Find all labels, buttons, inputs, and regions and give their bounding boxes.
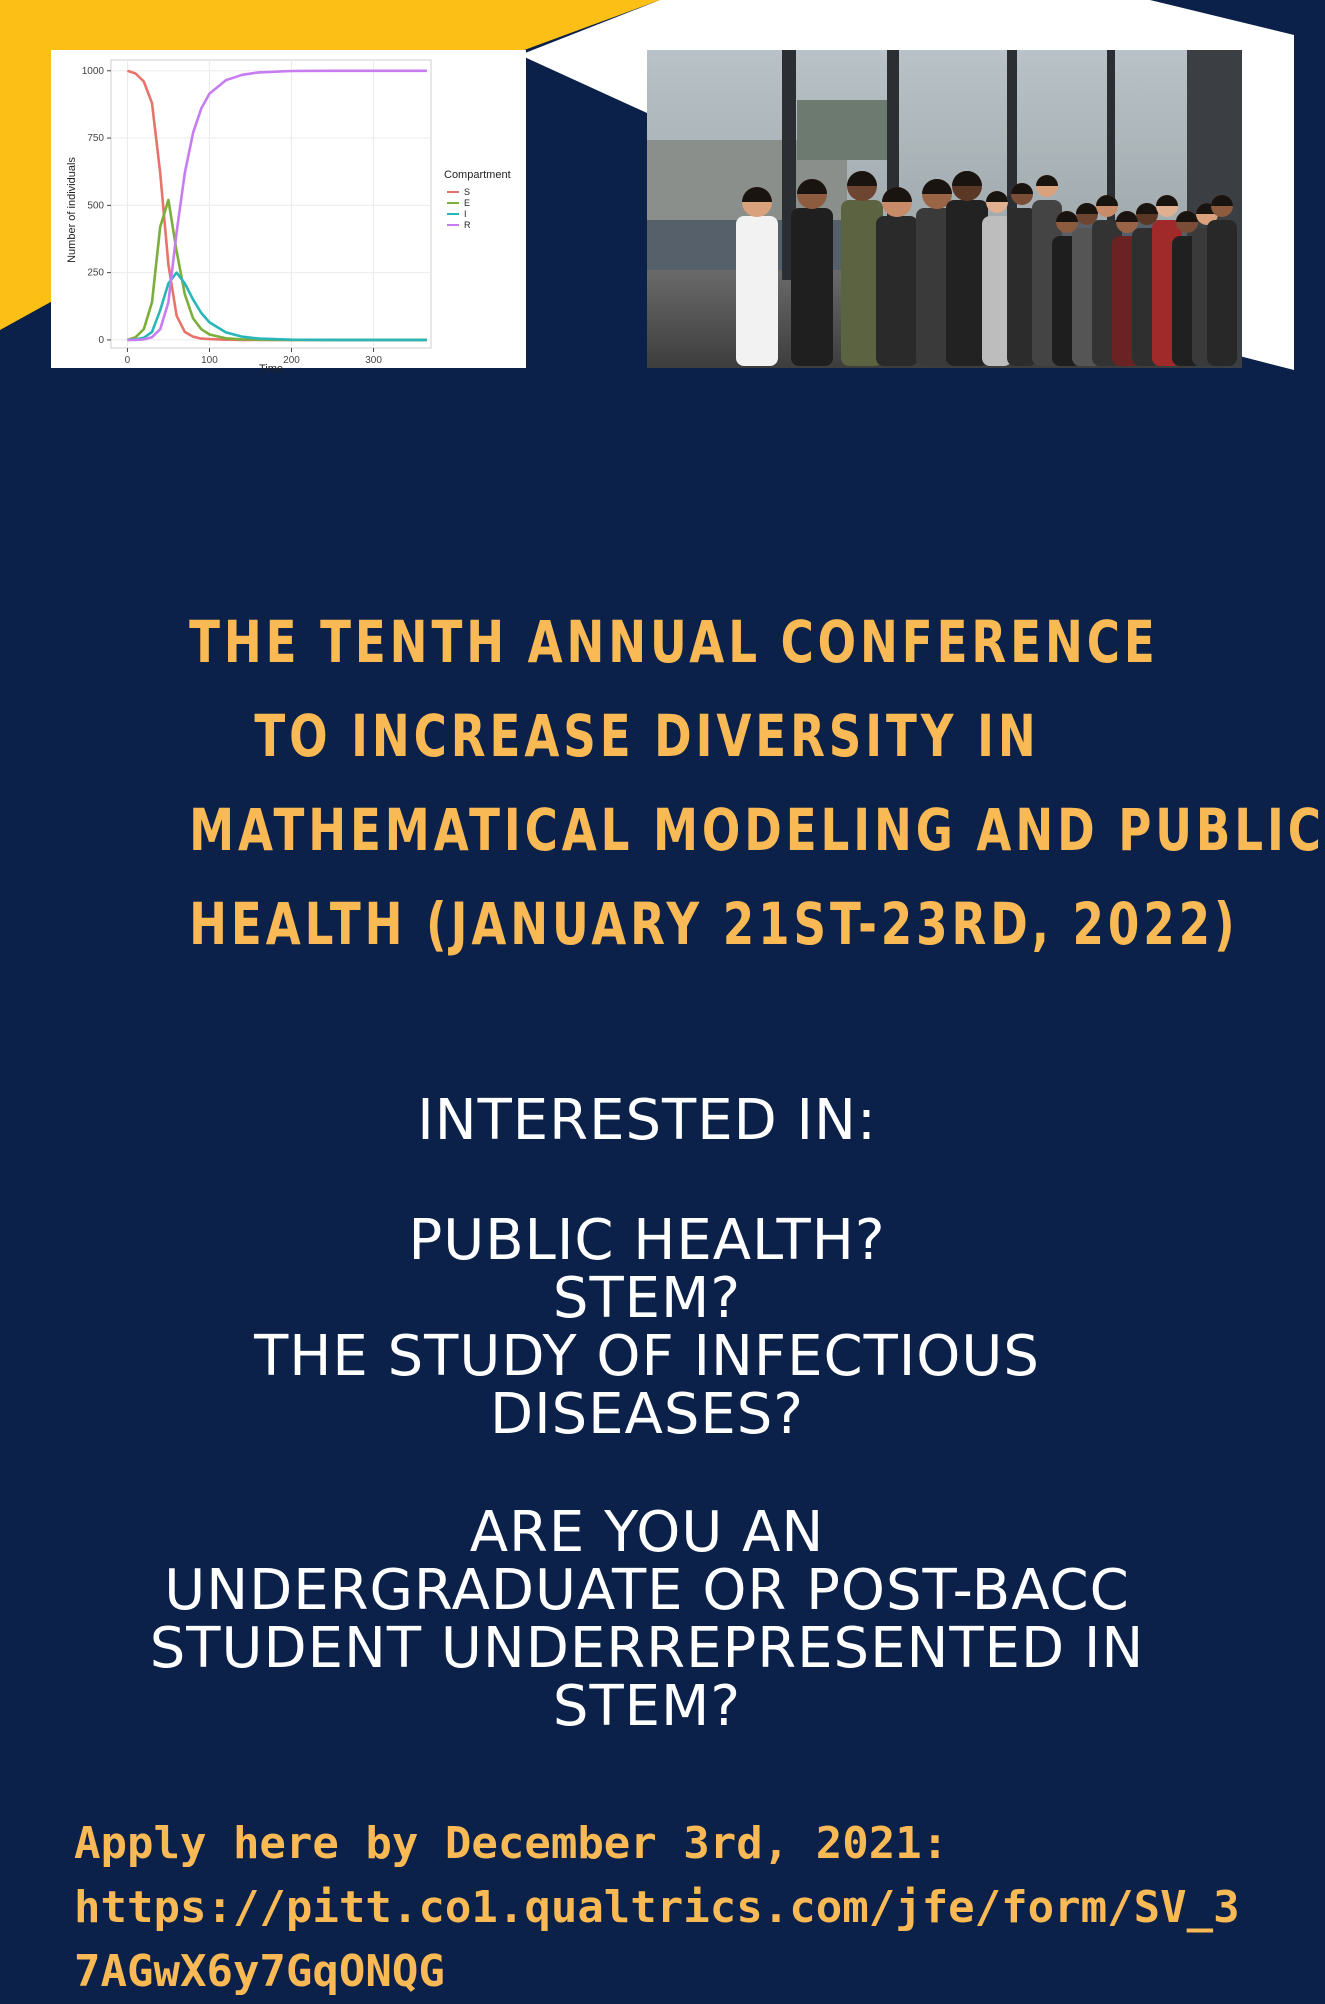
- topic-line: STEM?: [552, 1266, 742, 1331]
- legend-label-I: I: [464, 209, 467, 219]
- eligibility-question: [0, 1500, 1294, 1739]
- eligibility-line: ARE YOU AN: [469, 1500, 825, 1565]
- eligibility-line: STUDENT UNDERREPRESENTED IN: [149, 1616, 1145, 1681]
- x-tick-label: 200: [283, 355, 300, 366]
- y-tick-label: 250: [87, 267, 104, 279]
- eligibility-line: UNDERGRADUATE OR POST-BACC: [164, 1558, 1130, 1623]
- x-tick-label: 0: [124, 355, 131, 366]
- topic-line: DISEASES?: [489, 1382, 805, 1447]
- title-line: THE TENTH ANNUAL CONFERENCE: [189, 608, 1159, 676]
- title-line: HEALTH (JANUARY 21ST-23RD, 2022): [189, 890, 1239, 958]
- group-photo: [647, 50, 1242, 368]
- topic-line: THE STUDY OF INFECTIOUS: [254, 1324, 1040, 1389]
- y-axis-label: Number of individuals: [66, 157, 78, 263]
- seir-chart: [51, 50, 526, 375]
- eligibility-line: STEM?: [552, 1674, 742, 1739]
- group-photo-icon: [647, 50, 1242, 368]
- intro-text: INTERESTED IN:: [417, 1088, 877, 1153]
- title-line: TO INCREASE DIVERSITY IN: [254, 702, 1040, 770]
- legend-label-R: R: [464, 220, 471, 230]
- conference-title: [189, 595, 1325, 971]
- legend-label-S: S: [464, 187, 471, 197]
- interested-in-heading: [0, 1088, 1294, 1153]
- apply-deadline: Apply here by December 3rd, 2021:: [74, 1818, 949, 1869]
- topic-line: PUBLIC HEALTH?: [408, 1208, 886, 1273]
- y-tick-label: 750: [87, 133, 104, 145]
- title-line: MATHEMATICAL MODELING AND PUBLIC: [189, 796, 1325, 864]
- x-tick-label: 100: [201, 355, 218, 366]
- topics-list: [0, 1208, 1294, 1447]
- y-tick-label: 0: [98, 334, 104, 346]
- chart-grid: [111, 60, 431, 348]
- y-tick-label: 500: [87, 200, 104, 212]
- x-axis-label: Time: [258, 363, 284, 375]
- legend-label-E: E: [464, 198, 471, 208]
- y-tick-label: 1000: [81, 65, 104, 77]
- apply-section: [74, 1812, 1240, 2004]
- x-tick-label: 300: [365, 355, 382, 366]
- legend-title: Compartment: [444, 169, 511, 181]
- chart-legend: [447, 187, 471, 230]
- apply-link-continued[interactable]: 7AGwX6y7GqONQG: [74, 1946, 445, 1997]
- apply-link[interactable]: https://pitt.co1.qualtrics.com/jfe/form/SV_3: [74, 1882, 1240, 1933]
- plot-panel: [111, 60, 431, 348]
